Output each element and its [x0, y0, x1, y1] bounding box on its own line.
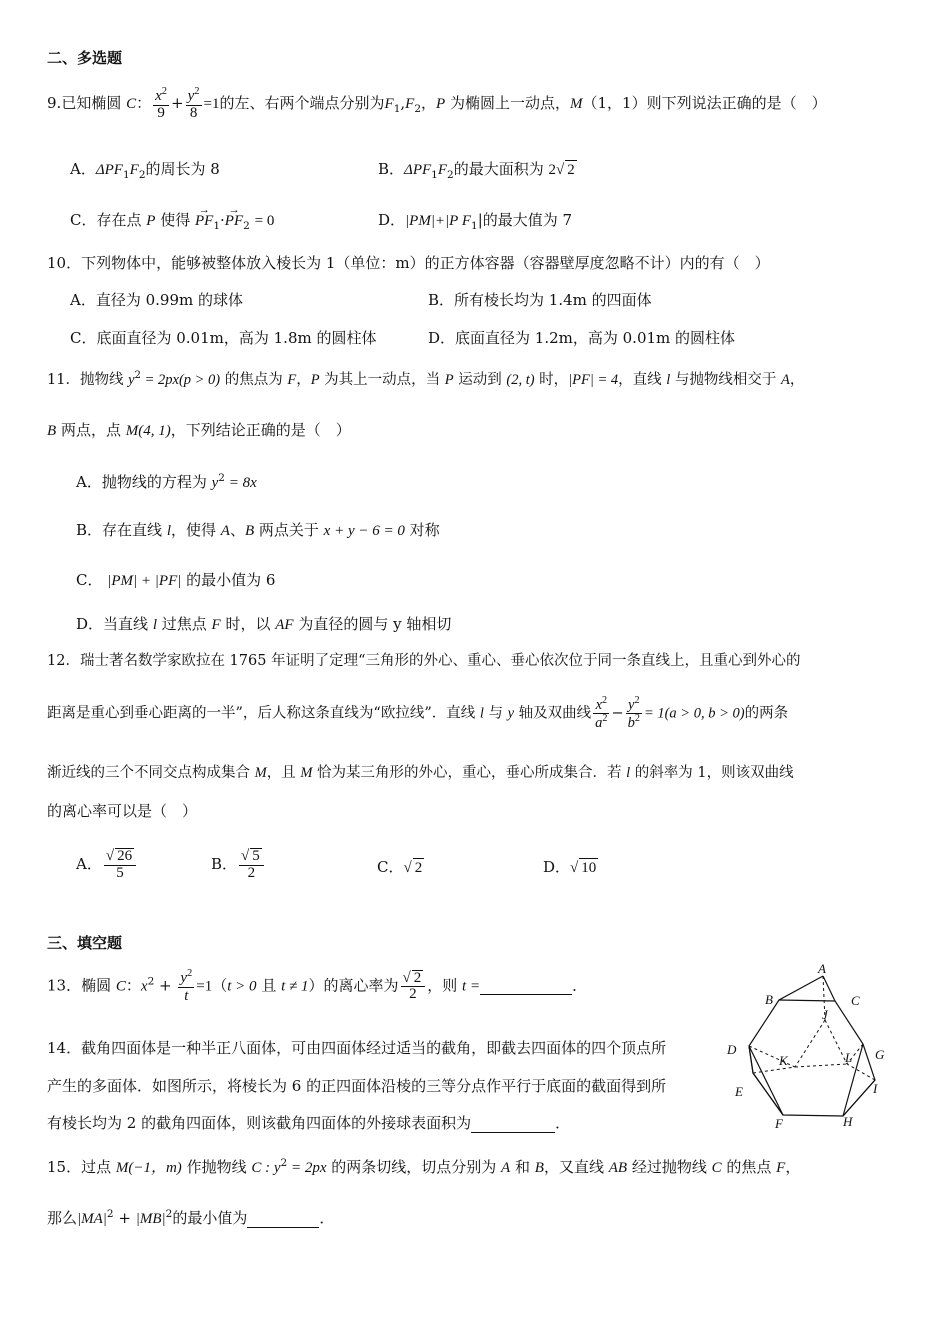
- math-a: a: [595, 714, 603, 731]
- vector-PF1: [195, 212, 213, 230]
- q9-text-d: 为椭圆上一动点，: [445, 93, 570, 112]
- math-M: M: [300, 765, 313, 781]
- dot: ·: [220, 211, 225, 229]
- question-12-line3: [47, 765, 794, 782]
- radical-sign: √: [402, 969, 411, 986]
- option-text: 的最大面积为: [453, 160, 549, 178]
- q12-text: 的两条: [744, 705, 789, 722]
- q12-text: ，且: [266, 765, 301, 781]
- math-line-eq: x + y − 6 = 0: [323, 523, 405, 539]
- q11-option-d[interactable]: [76, 615, 451, 634]
- q12-text: 渐近线的三个不同交点构成集合: [47, 765, 255, 781]
- math-abs-PM-PF: |PM|+|P F: [405, 213, 471, 229]
- answer-blank-13[interactable]: [480, 976, 572, 995]
- option-text: 当直线: [103, 615, 153, 633]
- sub-2: 2: [243, 220, 250, 232]
- math-F: F: [776, 1160, 786, 1176]
- q11-text: 与抛物线相交于: [670, 371, 782, 388]
- sqrt-2: 2: [567, 162, 575, 178]
- q13-text: 13．椭圆: [47, 976, 116, 995]
- math-P: P: [436, 95, 446, 112]
- radical-sign: √: [570, 860, 579, 876]
- sqrt-26: 26: [117, 848, 133, 864]
- math-eq-2px: = 2px: [287, 1160, 327, 1176]
- math-P: P: [444, 371, 454, 388]
- sqrt-5: 5: [252, 848, 260, 864]
- option-text: 、: [229, 521, 245, 539]
- math-F: F: [405, 95, 415, 112]
- q9-text-b: 的左、右两个端点分别为: [219, 93, 385, 112]
- q11-text: 时，: [534, 371, 569, 388]
- q11-text: ，: [296, 371, 311, 388]
- option-label: C．: [377, 858, 404, 876]
- q9-option-c[interactable]: [70, 211, 274, 233]
- sup-2: 2: [218, 472, 225, 484]
- question-12-line2: 距离是重心到垂心距离的一半”，后人称这条直线为“欧拉线”．直线 l 与 y 轴及双曲线 $\frac{x^2}{a^2}$ − $\frac{y^2}{b^2}$ = 1(a > 0, b > 0)的两条: [47, 695, 789, 731]
- den-8: 8: [189, 104, 198, 121]
- q11-text: ，直线: [618, 371, 667, 388]
- q10-option-a[interactable]: A．直径为 0.99m 的球体: [70, 291, 243, 309]
- plus: +: [154, 976, 177, 995]
- q15-text: 和: [510, 1158, 535, 1176]
- option-label: A．: [70, 160, 96, 178]
- q12-text: 的斜率为 1，则该双曲线: [630, 765, 794, 781]
- math-l: l: [152, 617, 157, 633]
- label-K: K: [779, 1053, 788, 1068]
- math-x: x: [595, 696, 602, 713]
- den-5: 5: [116, 864, 124, 881]
- q11-option-c[interactable]: [76, 571, 275, 590]
- q11-text: 为其上一动点，当: [319, 371, 445, 388]
- math-eq-2px: = 2px: [140, 371, 179, 388]
- math-x: x: [140, 978, 148, 995]
- math-F: F: [287, 371, 297, 388]
- q12-option-c[interactable]: [377, 858, 424, 877]
- math-A: A: [501, 1160, 511, 1176]
- plus: +: [113, 1209, 136, 1227]
- label-H: H: [843, 1114, 853, 1129]
- frac-sqrt26-5: [104, 848, 136, 882]
- sqrt-2: 2: [413, 969, 422, 986]
- question-14-line1: 14．截角四面体是一种半正八面体，可由四面体经过适当的截角，即截去四面体的四个顶点所: [47, 1039, 667, 1057]
- sup-2: 2: [147, 975, 155, 988]
- q9-option-a[interactable]: [70, 160, 220, 182]
- math-B: B: [47, 423, 57, 439]
- math-l: l: [479, 705, 484, 722]
- option-label: A．: [76, 473, 102, 491]
- option-label: B．: [378, 160, 405, 178]
- q12-option-a[interactable]: [76, 848, 138, 882]
- label-B: B: [765, 992, 773, 1007]
- label-G: G: [875, 1047, 885, 1062]
- label-F: F: [775, 1116, 783, 1130]
- math-l: l: [166, 523, 171, 539]
- math-point-2t: (2, t): [506, 371, 535, 388]
- sup-2: 2: [161, 86, 168, 97]
- frac-x2-a2: [593, 696, 609, 731]
- math-M: M: [570, 95, 583, 112]
- math-l: l: [666, 371, 671, 388]
- sup-2: 2: [134, 370, 141, 381]
- option-text: 的最大值为 7: [482, 211, 573, 229]
- option-text: 存在点: [96, 211, 147, 229]
- question-15-line2: [47, 1208, 334, 1228]
- question-13: [47, 968, 587, 1005]
- option-text: 对称: [404, 521, 440, 539]
- math-F: F: [211, 617, 221, 633]
- option-text: 的周长为 8: [145, 160, 220, 178]
- math-P: P: [224, 213, 234, 229]
- answer-blank-14[interactable]: [471, 1114, 555, 1133]
- radical-sign: √: [556, 162, 565, 178]
- option-text: 使得: [155, 211, 195, 229]
- edge-JK: [795, 1020, 825, 1067]
- math-PF-eq-4: |PF| = 4: [568, 371, 619, 388]
- math-B: B: [534, 1160, 544, 1176]
- q11-text: ，: [789, 371, 805, 388]
- q12-text: 与: [483, 705, 508, 722]
- sqrt-2: 2: [414, 860, 423, 876]
- truncated-tetrahedron-figure: [725, 958, 895, 1130]
- q15-text: 的两条切线，切点分别为: [326, 1158, 502, 1176]
- q11-option-b[interactable]: [76, 521, 440, 540]
- math-l: l: [626, 765, 631, 781]
- q12-text: 轴及双曲线: [514, 705, 592, 722]
- frac-sqrt2-2: [401, 970, 426, 1004]
- q12-option-d[interactable]: [543, 858, 598, 877]
- math-triangle-PF: ΔPF: [404, 162, 432, 178]
- sub-1: 1: [393, 102, 401, 115]
- question-10-stem: 10．下列物体中，能够被整体放入棱长为 1（单位：m）的正方体容器（容器壁厚度忽略不计）内的有（ ）: [47, 254, 770, 272]
- sup-2: 2: [634, 713, 640, 725]
- option-label: B．: [76, 521, 103, 539]
- question-9-stem: 9.已知椭圆 C： $\frac{x^2}{9}$ + $\frac{y^2}{8}$ =1的左、右两个端点分别为$F_1,F_2$，P 为椭圆上一动点，M（1，1）则下列说法正确的是（ ）: [47, 86, 827, 121]
- label-L: L: [845, 1050, 853, 1065]
- sub-1: 1: [213, 220, 221, 232]
- math-y: y: [187, 88, 195, 104]
- q15-text: ．: [319, 1209, 335, 1227]
- q12-text: 恰为某三角形的外心，重心，垂心所成集合．若: [312, 765, 627, 781]
- math-A: A: [220, 523, 230, 539]
- q11-text: 11．抛物线: [47, 371, 129, 388]
- q14-text: ．: [555, 1114, 571, 1132]
- eq-1: =1: [196, 978, 213, 995]
- sup-2: 2: [602, 713, 608, 725]
- q15-text: ，: [785, 1158, 801, 1176]
- q11-option-a[interactable]: [76, 472, 257, 492]
- math-t-ne-1: t ≠ 1: [281, 978, 309, 995]
- q9-text-a: 已知椭圆: [61, 93, 127, 112]
- question-11-stem-line2: [47, 421, 351, 440]
- den-9: 9: [157, 104, 165, 121]
- sup-2: 2: [280, 1157, 288, 1169]
- q13-text: ，则: [427, 976, 463, 995]
- q11-text: 两点，点: [56, 421, 126, 439]
- label-C: C: [851, 993, 860, 1008]
- sup-2: 2: [194, 86, 200, 97]
- eq-0: = 0: [254, 213, 275, 229]
- vector-PF2: [225, 212, 243, 230]
- radical-sign: √: [241, 848, 250, 864]
- question-11-stem-line1: [47, 370, 804, 389]
- question-12-line1: 12．瑞士著名数学家欧拉在 1765 年证明了定理“三角形的外心、重心、垂心依次位于同一条直线上，且重心到外心的: [47, 653, 801, 669]
- math-b: b: [627, 714, 635, 731]
- math-P: P: [194, 213, 205, 229]
- q15-text: 15．过点: [47, 1158, 116, 1176]
- q15-text: 那么: [47, 1209, 78, 1227]
- sup-2: 2: [106, 1208, 114, 1220]
- q15-text: 经过抛物线: [627, 1158, 712, 1176]
- math-colon: ：: [125, 976, 141, 995]
- math-y: y: [180, 970, 188, 986]
- math-hyperbola-cond: = 1(a > 0, b > 0): [643, 705, 745, 722]
- coef-2: 2: [548, 162, 556, 178]
- q13-text: ）的离心率为: [308, 976, 399, 995]
- label-D: D: [727, 1042, 737, 1057]
- math-F: F: [384, 95, 394, 112]
- math-t-eq: t =: [462, 978, 481, 995]
- frac-x2-9: [153, 86, 169, 122]
- sup-2: 2: [634, 695, 640, 706]
- q10-option-d[interactable]: D．底面直径为 1.2m，高为 0.01m 的圆柱体: [428, 329, 736, 347]
- option-label: B．: [211, 854, 238, 873]
- math-PM-plus-PF: |PM| + |PF|: [107, 573, 182, 589]
- q14-text: 有棱长均为 2 的截角四面体，则该截角四面体的外接球表面积为: [47, 1114, 472, 1132]
- math-C-y: C : y: [251, 1160, 281, 1176]
- option-text: 时，以: [220, 615, 276, 633]
- edge-JL: [825, 1020, 847, 1064]
- math-P: P: [146, 213, 156, 229]
- math-AB: AB: [608, 1160, 628, 1176]
- frac-y2-b2: [626, 696, 642, 731]
- math-t: t: [184, 987, 189, 1004]
- section-multi-choice: 二、多选题: [47, 49, 123, 67]
- abs-bar: |: [477, 211, 483, 229]
- label-J: J: [822, 1007, 828, 1022]
- frac-y2-t: [178, 968, 194, 1005]
- question-12-line4: 的离心率可以是（ ）: [47, 802, 198, 820]
- sub-2: 2: [447, 169, 454, 181]
- q15-text: ，又直线: [543, 1158, 609, 1176]
- q11-text: 的焦点为: [220, 371, 288, 388]
- sub-1: 1: [471, 220, 478, 232]
- option-text: 抛物线的方程为: [101, 473, 212, 491]
- math-F: F: [129, 162, 139, 178]
- math-x: x: [155, 88, 162, 104]
- q15-text: 的最小值为: [172, 1209, 248, 1227]
- option-text: 为直径的圆与 y 轴相切: [293, 615, 452, 633]
- option-text: 两点关于: [254, 521, 324, 539]
- option-label: C．: [70, 211, 97, 229]
- q10-option-b[interactable]: B．所有棱长均为 1.4m 的四面体: [428, 291, 652, 309]
- sup-2: 2: [187, 968, 193, 979]
- edge-EF: [753, 1073, 783, 1115]
- math-B: B: [244, 523, 255, 539]
- q9-number: 9.: [47, 93, 62, 112]
- sup-2: 2: [602, 695, 608, 706]
- frac-y2-8: [186, 86, 202, 122]
- radical-sign: √: [403, 860, 412, 876]
- option-label: C．: [76, 571, 103, 589]
- math-P: P: [310, 371, 320, 388]
- q13-text: 且: [256, 976, 282, 995]
- question-14-line3: [47, 1114, 570, 1133]
- q10-option-c[interactable]: C．底面直径为 0.01m，高为 1.8m 的圆柱体: [70, 329, 377, 347]
- question-14-line2: 产生的多面体．如图所示，将棱长为 6 的正四面体沿棱的三等分点作平行于底面的截面得到所: [47, 1077, 667, 1095]
- math-y: y: [128, 371, 135, 388]
- answer-blank-15[interactable]: [247, 1209, 319, 1228]
- q13-text: ．: [572, 976, 588, 995]
- q15-text: 作抛物线: [181, 1158, 252, 1176]
- q9-text-e: （1，1）则下列说法正确的是（ ）: [582, 93, 827, 112]
- sub-1: 1: [122, 169, 130, 181]
- math-F: F: [204, 213, 214, 229]
- math-abs-MB: |MB|: [135, 1211, 166, 1227]
- q9-option-d[interactable]: [378, 211, 572, 233]
- sub-2: 2: [138, 169, 146, 181]
- option-text: 存在直线: [102, 521, 167, 539]
- math-F: F: [233, 213, 244, 229]
- sqrt-10: 10: [581, 860, 597, 876]
- q9-text-c: ，: [421, 93, 437, 112]
- question-15-line1: [47, 1157, 800, 1177]
- edge-KL: [795, 1064, 847, 1067]
- math-AF: AF: [275, 617, 294, 633]
- label-E: E: [735, 1084, 743, 1099]
- math-M-neg1-m: M(−1，m): [115, 1160, 182, 1176]
- math-M-4-1: M(4, 1): [125, 423, 171, 439]
- sub-1: 1: [431, 169, 438, 181]
- option-label: D．: [76, 615, 104, 633]
- option-text: 的最小值为 6: [181, 571, 276, 589]
- math-colon: ：: [136, 93, 152, 112]
- den-2: 2: [409, 986, 417, 1003]
- label-I: I: [873, 1081, 878, 1096]
- edge-DF: [749, 1046, 783, 1115]
- q12-text: 距离是重心到垂心距离的一半”，后人称这条直线为“欧拉线”．直线: [47, 705, 480, 722]
- math-C: C: [115, 978, 126, 995]
- q11-text: ，下列结论正确的是（ ）: [170, 421, 351, 439]
- eq-1: =1: [203, 95, 220, 112]
- edge-DK: [749, 1046, 795, 1067]
- math-M: M: [254, 765, 267, 781]
- sup-2: 2: [165, 1208, 173, 1220]
- q15-text: 的焦点: [721, 1158, 777, 1176]
- den-2: 2: [247, 864, 256, 881]
- math-y: y: [507, 705, 515, 722]
- math-C: C: [711, 1160, 722, 1176]
- q9-option-b[interactable]: [378, 160, 577, 182]
- comma: ,: [400, 93, 406, 112]
- q13-text: （: [212, 976, 228, 995]
- math-abs-MA: |MA|: [77, 1211, 107, 1227]
- math-triangle-PF: ΔPF: [95, 162, 123, 178]
- math-p-gt-0: (p > 0): [178, 371, 221, 388]
- math-A: A: [781, 371, 790, 388]
- option-label: D．: [378, 211, 406, 229]
- q11-text: 运动到: [453, 371, 507, 388]
- option-text: 过焦点: [156, 615, 212, 633]
- math-C: C: [126, 95, 137, 112]
- edge-BC: [779, 1000, 835, 1001]
- option-label: D．: [543, 858, 571, 876]
- frac-sqrt5-2: [239, 848, 264, 882]
- q12-option-b[interactable]: [211, 848, 266, 882]
- label-A: A: [818, 961, 826, 976]
- math-y: y: [211, 475, 219, 491]
- math-y: y: [628, 696, 635, 713]
- math-F: F: [437, 162, 448, 178]
- option-label: A．: [76, 854, 102, 873]
- sub-2: 2: [414, 102, 422, 115]
- radical-sign: √: [105, 848, 115, 864]
- option-text: ，使得: [170, 521, 221, 539]
- math-t-gt-0: t > 0: [227, 978, 257, 995]
- section-fill-blank: 三、填空题: [47, 934, 123, 952]
- math-eq-8x: = 8x: [224, 475, 257, 491]
